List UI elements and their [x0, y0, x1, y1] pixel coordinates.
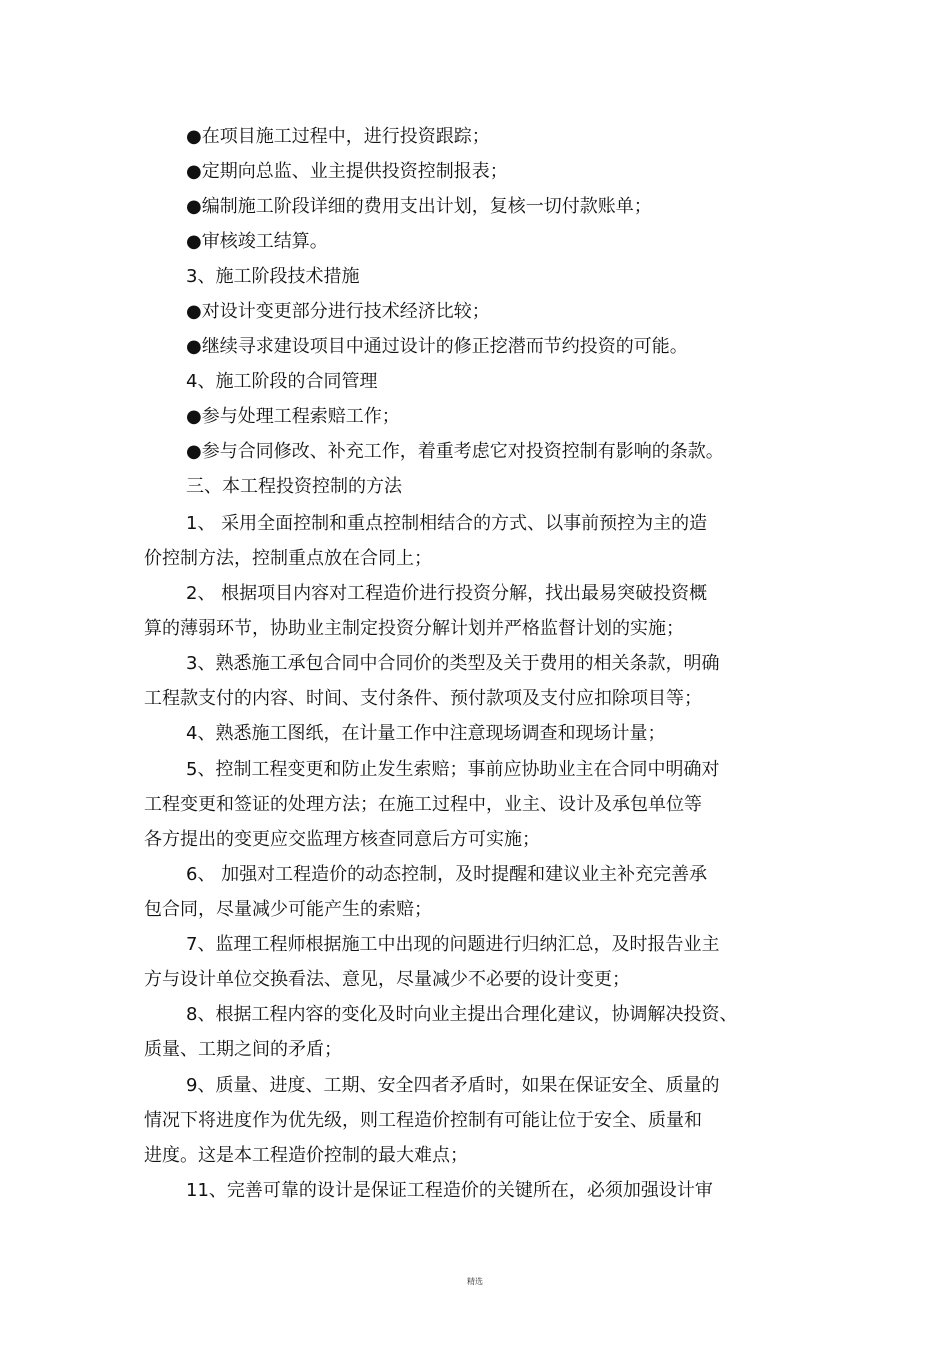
paragraph-line: 价控制方法，控制重点放在合同上； — [144, 548, 432, 569]
bullet-line: ●继续寻求建设项目中通过设计的修正挖潜而节约投资的可能。 — [186, 336, 688, 357]
section-heading: 4、施工阶段的合同管理 — [186, 371, 378, 392]
paragraph-line: 算的薄弱环节，协助业主制定投资分解计划并严格监督计划的实施； — [144, 618, 684, 639]
paragraph-line: 工程款支付的内容、时间、支付条件、预付款项及支付应扣除项目等； — [144, 688, 702, 709]
paragraph-line: 3、熟悉施工承包合同中合同价的类型及关于费用的相关条款，明确 — [186, 653, 720, 674]
paragraph-line: 情况下将进度作为优先级，则工程造价控制有可能让位于安全、质量和 — [144, 1110, 702, 1131]
paragraph-line: 7、监理工程师根据施工中出现的问题进行归纳汇总，及时报告业主 — [186, 934, 720, 955]
bullet-line: ●参与处理工程索赔工作； — [186, 406, 400, 427]
paragraph-line: 质量、工期之间的矛盾； — [144, 1039, 342, 1060]
paragraph-line: 6、 加强对工程造价的动态控制，及时提醒和建议业主补充完善承 — [186, 864, 708, 885]
bullet-line: ●在项目施工过程中，进行投资跟踪； — [186, 126, 490, 147]
paragraph-line: 各方提出的变更应交监理方核查同意后方可实施； — [144, 829, 540, 850]
bullet-line: ●参与合同修改、补充工作，着重考虑它对投资控制有影响的条款。 — [186, 441, 724, 462]
paragraph-line: 4、熟悉施工图纸，在计量工作中注意现场调查和现场计量； — [186, 723, 666, 744]
bullet-line: ●对设计变更部分进行技术经济比较； — [186, 301, 490, 322]
bullet-line: ●审核竣工结算。 — [186, 231, 328, 252]
page-footer: 精选 — [467, 1277, 483, 1286]
paragraph-line: 方与设计单位交换看法、意见，尽量减少不必要的设计变更； — [144, 969, 630, 990]
paragraph-line: 11、完善可靠的设计是保证工程造价的关键所在，必须加强设计审 — [186, 1180, 713, 1201]
bullet-line: ●定期向总监、业主提供投资控制报表； — [186, 161, 508, 182]
bullet-line: ●编制施工阶段详细的费用支出计划，复核一切付款账单； — [186, 196, 652, 217]
paragraph-line: 2、 根据项目内容对工程造价进行投资分解，找出最易突破投资概 — [186, 583, 708, 604]
paragraph-line: 工程变更和签证的处理方法；在施工过程中，业主、设计及承包单位等 — [144, 794, 702, 815]
section-heading: 3、施工阶段技术措施 — [186, 266, 360, 287]
paragraph-line: 5、控制工程变更和防止发生索赔；事前应协助业主在合同中明确对 — [186, 759, 720, 780]
paragraph-line: 1、 采用全面控制和重点控制相结合的方式、以事前预控为主的造 — [186, 513, 708, 534]
paragraph-line: 进度。这是本工程造价控制的最大难点； — [144, 1145, 468, 1166]
paragraph-line: 8、根据工程内容的变化及时向业主提出合理化建议，协调解决投资、 — [186, 1004, 738, 1025]
paragraph-line: 9、质量、进度、工期、安全四者矛盾时，如果在保证安全、质量的 — [186, 1075, 720, 1096]
paragraph-line: 包合同，尽量减少可能产生的索赔； — [144, 899, 432, 920]
section-heading: 三、本工程投资控制的方法 — [186, 476, 402, 497]
